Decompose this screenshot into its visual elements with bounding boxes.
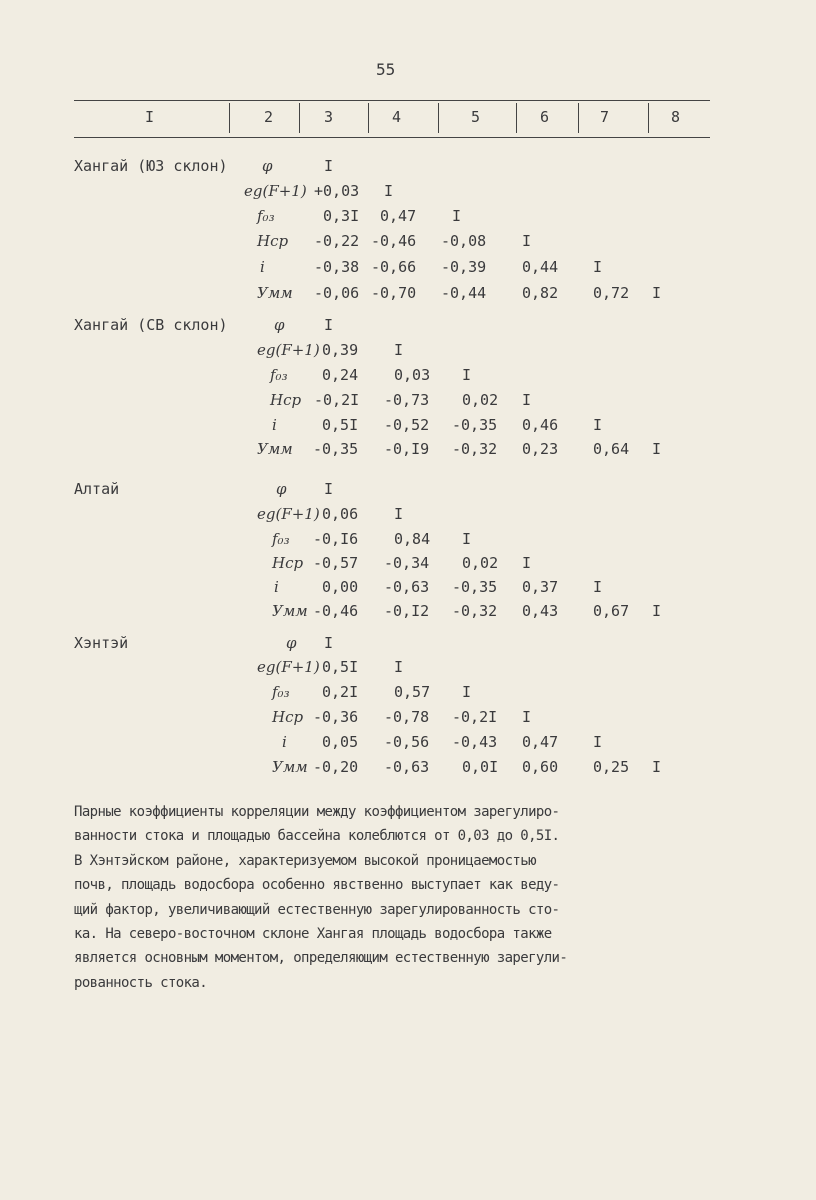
cell: -0,73 <box>384 391 430 409</box>
cell: 0,39 <box>322 341 359 359</box>
cell: -0,36 <box>313 708 359 726</box>
cell: I <box>593 733 603 751</box>
cell: I <box>394 505 404 523</box>
row-label: Умм <box>272 758 308 776</box>
page-number: 55 <box>376 60 396 79</box>
cell: 0,3I <box>323 207 360 225</box>
row-label: Hср <box>257 232 289 250</box>
cell: I <box>593 258 603 276</box>
header-col-7: 7 <box>600 108 610 126</box>
cell: -0,20 <box>313 758 359 776</box>
cell: I <box>462 683 472 701</box>
cell: I <box>452 207 462 225</box>
table-header <box>74 100 710 138</box>
header-sep <box>299 103 300 133</box>
cell: -0,66 <box>371 258 417 276</box>
cell: I <box>324 634 334 652</box>
paragraph-line: рованность стока. <box>74 974 208 991</box>
cell: -0,2I <box>452 708 498 726</box>
header-col-2: 2 <box>264 108 274 126</box>
cell: -0,35 <box>452 416 498 434</box>
cell: I <box>652 602 662 620</box>
cell: -0,63 <box>384 758 430 776</box>
header-sep <box>229 103 230 133</box>
cell: I <box>652 758 662 776</box>
group-label: Хангай (СВ склон) <box>74 316 228 334</box>
cell: 0,46 <box>522 416 559 434</box>
cell: I <box>593 578 603 596</box>
cell: 0,57 <box>394 683 431 701</box>
header-sep <box>648 103 649 133</box>
cell: -0,39 <box>441 258 487 276</box>
row-label: f₀₃ <box>270 366 288 384</box>
cell: -0,22 <box>314 232 360 250</box>
group-label: Хангай (ЮЗ склон) <box>74 157 228 175</box>
cell: I <box>522 391 532 409</box>
cell: I <box>324 157 334 175</box>
cell: I <box>593 416 603 434</box>
header-sep <box>578 103 579 133</box>
cell: I <box>522 708 532 726</box>
cell: -0,43 <box>452 733 498 751</box>
paragraph-line: является основным моментом, определяющим естественную зарегули- <box>74 950 568 967</box>
cell: I <box>652 440 662 458</box>
row-label: f₀₃ <box>272 530 290 548</box>
header-col-4: 4 <box>392 108 402 126</box>
cell: 0,24 <box>322 366 359 384</box>
cell: 0,47 <box>380 207 417 225</box>
cell: -0,06 <box>314 284 360 302</box>
body-paragraph <box>74 800 714 995</box>
cell: 0,23 <box>522 440 559 458</box>
cell: -0,46 <box>371 232 417 250</box>
row-label: Умм <box>257 284 293 302</box>
cell: 0,43 <box>522 602 559 620</box>
paragraph-line: В Хэнтэйском районе, характеризуемом высокой проницаемостью <box>74 852 536 869</box>
row-label: eg(F+1) <box>257 505 320 523</box>
cell: 0,44 <box>522 258 559 276</box>
row-label: Hср <box>272 708 304 726</box>
paragraph-line: Парные коэффициенты корреляции между коэффициентом зарегулиро- <box>74 804 560 820</box>
header-sep <box>438 103 439 133</box>
cell: 0,47 <box>522 733 559 751</box>
cell: 0,5I <box>322 416 359 434</box>
cell: I <box>384 182 394 200</box>
row-label: φ <box>262 157 273 175</box>
row-label: eg(F+1) <box>257 341 320 359</box>
cell: 0,0I <box>462 758 499 776</box>
cell: 0,5I <box>322 658 359 676</box>
cell: I <box>522 554 532 572</box>
cell: -0,08 <box>441 232 487 250</box>
group-label: Хэнтэй <box>74 634 129 652</box>
header-col-6: 6 <box>540 108 550 126</box>
cell: 0,60 <box>522 758 559 776</box>
row-label: eg(F+1) <box>257 658 320 676</box>
row-label: i <box>274 578 279 596</box>
cell: -0,35 <box>313 440 359 458</box>
paragraph-line: ка. На северо-восточном склоне Хангая площадь водосбора также <box>74 926 552 943</box>
header-sep <box>368 103 369 133</box>
cell: -0,2I <box>314 391 360 409</box>
cell: I <box>394 341 404 359</box>
row-label: Умм <box>257 440 293 458</box>
cell: -0,34 <box>384 554 430 572</box>
cell: -0,44 <box>441 284 487 302</box>
cell: -0,32 <box>452 440 498 458</box>
header-col-5: 5 <box>471 108 481 126</box>
cell: -0,56 <box>384 733 430 751</box>
cell: 0,02 <box>462 391 499 409</box>
cell: 0,03 <box>394 366 431 384</box>
cell: I <box>522 232 532 250</box>
row-label: φ <box>286 634 297 652</box>
cell: -0,46 <box>313 602 359 620</box>
row-label: i <box>260 258 265 276</box>
paragraph-line: щий фактор, увеличивающий естественную зарегулированность сто- <box>74 901 560 918</box>
row-label: f₀₃ <box>257 207 275 225</box>
cell: -0,32 <box>452 602 498 620</box>
row-label: φ <box>274 316 285 334</box>
cell: -0,52 <box>384 416 430 434</box>
cell: -0,63 <box>384 578 430 596</box>
cell: 0,72 <box>593 284 630 302</box>
cell: 0,64 <box>593 440 630 458</box>
cell: I <box>324 480 334 498</box>
row-label: Hср <box>272 554 304 572</box>
cell: -0,70 <box>371 284 417 302</box>
cell: 0,06 <box>322 505 359 523</box>
cell: -0,I2 <box>384 602 430 620</box>
cell: 0,67 <box>593 602 630 620</box>
cell: -0,78 <box>384 708 430 726</box>
cell: 0,00 <box>322 578 359 596</box>
cell: -0,I6 <box>313 530 359 548</box>
cell: 0,05 <box>322 733 359 751</box>
cell: -0,38 <box>314 258 360 276</box>
cell: I <box>462 530 472 548</box>
cell: 0,25 <box>593 758 630 776</box>
header-sep <box>516 103 517 133</box>
row-label: φ <box>276 480 287 498</box>
row-label: f₀₃ <box>272 683 290 701</box>
cell: 0,82 <box>522 284 559 302</box>
cell: -0,I9 <box>384 440 430 458</box>
cell: I <box>652 284 662 302</box>
cell: -0,57 <box>313 554 359 572</box>
group-label: Алтай <box>74 480 120 498</box>
cell: I <box>394 658 404 676</box>
paragraph-line: почв, площадь водосбора особенно явственно выступает как веду- <box>74 877 560 894</box>
row-label: Hср <box>270 391 302 409</box>
cell: +0,03 <box>314 182 360 200</box>
cell: I <box>462 366 472 384</box>
row-label: i <box>282 733 287 751</box>
cell: 0,84 <box>394 530 431 548</box>
cell: -0,35 <box>452 578 498 596</box>
row-label: Умм <box>272 602 308 620</box>
paragraph-line: ванности стока и площадью бассейна колеблются от 0,03 до 0,5I. <box>74 828 560 845</box>
row-label: eg(F+1) <box>244 182 307 200</box>
cell: 0,37 <box>522 578 559 596</box>
cell: 0,2I <box>322 683 359 701</box>
row-label: i <box>272 416 277 434</box>
header-col-1: I <box>145 108 155 126</box>
cell: I <box>324 316 334 334</box>
header-col-3: 3 <box>324 108 334 126</box>
header-col-8: 8 <box>671 108 681 126</box>
cell: 0,02 <box>462 554 499 572</box>
